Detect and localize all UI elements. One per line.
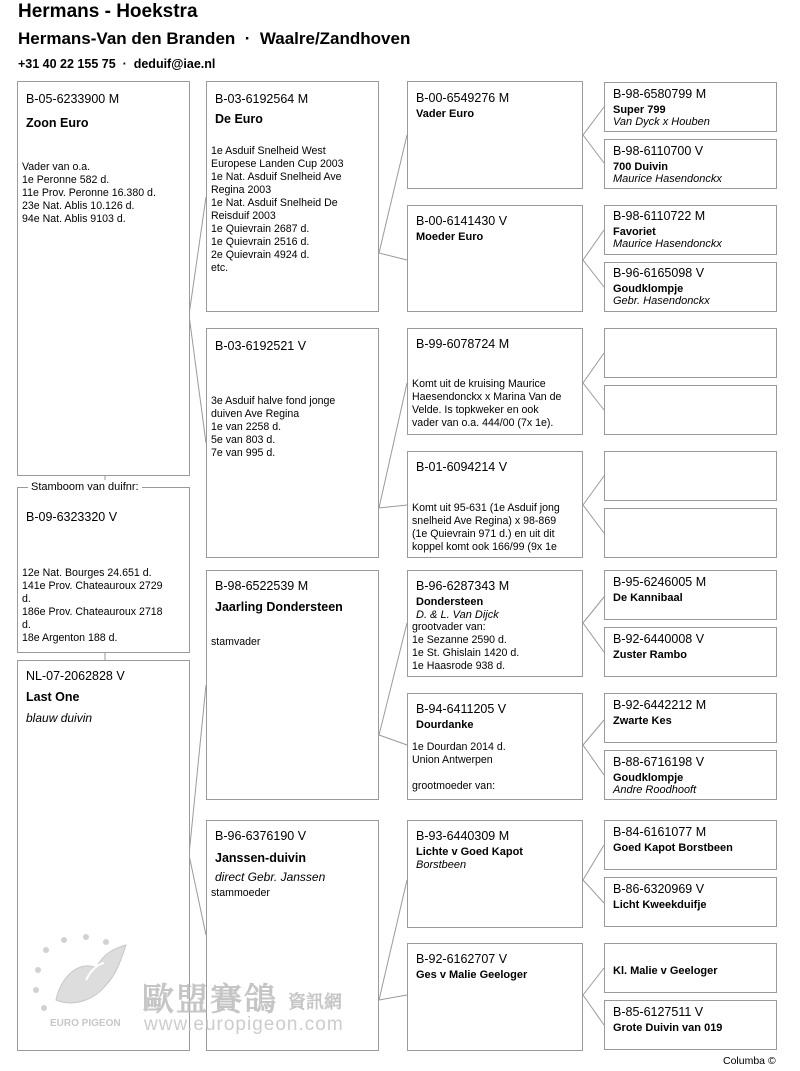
pigeon-origin: D. & L. Van Dijck: [416, 609, 499, 621]
pigeon-notes: Komt uit 95-631 (1e Asduif jong snelheid Ave Regina) x 98-869 (1e Quievrain 971 d.) en uit dit koppel komt ook 166/99 (9x 1e: [412, 502, 560, 553]
ring-number: B-85-6127511 V: [613, 1005, 704, 1019]
ring-number: B-03-6192564 M: [215, 92, 309, 106]
ring-number: B-96-6287343 M: [416, 579, 510, 593]
pigeon-origin: Gebr. Hasendonckx: [613, 295, 710, 307]
grandparent-card[interactable]: [407, 943, 583, 1051]
great-grandparent-card[interactable]: [604, 750, 777, 800]
ring-number: B-96-6376190 V: [215, 829, 307, 843]
grandparent-card[interactable]: [407, 205, 583, 312]
pigeon-notes: 12e Nat. Bourges 24.651 d. 141e Prov. Chateauroux 2729 d. 186e Prov. Chateauroux 2718 d. 18e Argenton 188 d.: [22, 567, 163, 644]
pigeon-name: 700 Duivin: [613, 161, 669, 173]
pigeon-name: Grote Duivin van 019: [613, 1022, 723, 1034]
grandparent-card[interactable]: [407, 693, 583, 800]
watermark-chinese-small: 資訊網: [288, 992, 342, 1012]
sire-card[interactable]: [17, 81, 190, 476]
pigeon-notes: 1e Asduif Snelheid West Europese Landen Cup 2003 1e Nat. Asduif Snelheid Ave Regina 2003 1e Nat. Asduif Snelheid De Reisduif 2003 1e Quievrain 2687 d. 1e Quievrain 2516 d. 2e Quievrain 4924 d. etc.: [211, 145, 344, 274]
grandparent-card[interactable]: [407, 328, 583, 435]
ring-number: B-99-6078724 M: [416, 337, 510, 351]
great-grandparent-card-empty[interactable]: [604, 508, 777, 558]
owner-location: Hermans-Van den Branden · Waalre/Zandhoven: [18, 29, 411, 48]
ring-number: B-98-6110722 M: [613, 209, 706, 223]
pigeon-name: Licht Kweekduifje: [613, 899, 707, 911]
ring-number: B-96-6165098 V: [613, 266, 705, 280]
watermark-brand: EURO PIGEON: [50, 1018, 121, 1029]
pigeon-notes: Vader van o.a. 1e Peronne 582 d. 11e Prov. Peronne 16.380 d. 23e Nat. Ablis 10.126 d. 94e Nat. Ablis 9103 d.: [22, 161, 156, 225]
great-grandparent-card-empty[interactable]: [604, 328, 777, 378]
pigeon-name: Dondersteen: [416, 596, 484, 608]
great-grandparent-card-empty[interactable]: [604, 385, 777, 435]
great-grandparent-card[interactable]: [604, 82, 777, 132]
ring-number: B-92-6442212 M: [613, 698, 707, 712]
ring-number: B-98-6522539 M: [215, 579, 309, 593]
ring-number: B-95-6246005 M: [613, 575, 707, 589]
ring-number: B-05-6233900 M: [26, 92, 120, 106]
great-grandparent-card[interactable]: [604, 205, 777, 255]
grandparent-card[interactable]: [407, 820, 583, 928]
ring-number: B-88-6716198 V: [613, 755, 705, 769]
great-grandparent-card[interactable]: [604, 820, 777, 870]
great-grandparent-card[interactable]: [604, 877, 777, 927]
ring-number: B-92-6162707 V: [416, 952, 508, 966]
pigeon-name: Kl. Malie v Geeloger: [613, 965, 718, 977]
dove-logo-icon: [26, 930, 146, 1025]
pigeon-name: Favoriet: [613, 226, 656, 238]
ring-number: B-98-6580799 M: [613, 87, 707, 101]
pigeon-name: Super 799: [613, 104, 666, 116]
pigeon-name: Zuster Rambo: [613, 649, 687, 661]
ring-number: B-00-6141430 V: [416, 214, 508, 228]
ring-number: B-84-6161077 M: [613, 825, 707, 839]
pigeon-origin: Van Dyck x Houben: [613, 116, 710, 128]
pigeon-origin: direct Gebr. Janssen: [215, 870, 326, 884]
contact-line: +31 40 22 155 75 · deduif@iae.nl: [18, 57, 216, 71]
pigeon-name: Goudklompje: [613, 283, 684, 295]
grandparent-card[interactable]: [407, 81, 583, 189]
great-grandparent-card[interactable]: [604, 139, 777, 189]
pigeon-notes: grootvader van: 1e Sezanne 2590 d. 1e St. Ghislain 1420 d. 1e Haasrode 938 d.: [412, 621, 520, 672]
pigeon-notes: 3e Asduif halve fond jonge duiven Ave Regina 1e van 2258 d. 5e van 803 d. 7e van 995 d.: [211, 395, 336, 459]
pigeon-name: Zwarte Kes: [613, 715, 672, 727]
pigeon-name: De Euro: [215, 112, 263, 126]
pigeon-name: Vader Euro: [416, 108, 475, 120]
pigeon-origin: Maurice Hasendonckx: [613, 173, 722, 185]
pigeon-color: blauw duivin: [26, 711, 93, 725]
ring-number: B-00-6549276 M: [416, 91, 510, 105]
main-pigeon-card[interactable]: [17, 481, 190, 653]
pigeon-notes: Komt uit de kruising Maurice Haesendonckx x Marina Van de Velde. Is topkweker en ook vader van o.a. 444/00 (7x 1e).: [412, 378, 562, 429]
ring-number: B-09-6323320 V: [26, 510, 118, 524]
pigeon-origin: Andre Roodhooft: [613, 784, 697, 796]
ring-number: B-93-6440309 M: [416, 829, 510, 843]
parent-card[interactable]: [206, 328, 379, 558]
pigeon-name: Last One: [26, 690, 80, 704]
ring-number: B-03-6192521 V: [215, 339, 307, 353]
pedigree-label: Stamboom van duifnr:: [28, 480, 142, 494]
europigeon-watermark: [26, 930, 366, 1040]
parent-card[interactable]: [206, 81, 379, 312]
pigeon-name: Lichte v Goed Kapot: [416, 846, 523, 858]
ring-number: B-92-6440008 V: [613, 632, 705, 646]
pigeon-notes: stammoeder: [211, 887, 270, 899]
pigeon-name: Goed Kapot Borstbeen: [613, 842, 733, 854]
pigeon-name: Zoon Euro: [26, 116, 89, 130]
pigeon-name: Goudklompje: [613, 772, 684, 784]
pigeon-notes: stamvader: [211, 636, 261, 648]
pigeon-name: De Kannibaal: [613, 592, 683, 604]
pigeon-origin: Borstbeen: [416, 859, 467, 871]
great-grandparent-card[interactable]: [604, 262, 777, 312]
pigeon-origin: Maurice Hasendonckx: [613, 238, 722, 250]
great-grandparent-card[interactable]: [604, 627, 777, 677]
great-grandparent-card[interactable]: [604, 1000, 777, 1050]
grandparent-card[interactable]: [407, 570, 583, 677]
great-grandparent-card[interactable]: [604, 943, 777, 993]
ring-number: B-94-6411205 V: [416, 702, 507, 716]
pigeon-name: Jaarling Dondersteen: [215, 600, 343, 614]
pigeon-notes: 1e Dourdan 2014 d. Union Antwerpen grootmoeder van:: [412, 741, 506, 792]
footer-credit: Columba ©: [723, 1055, 776, 1067]
watermark-url: www.europigeon.com: [144, 1014, 344, 1035]
great-grandparent-card[interactable]: [604, 693, 777, 743]
watermark-chinese: 歐盟賽鴿: [142, 981, 279, 1017]
ring-number: NL-07-2062828 V: [26, 669, 125, 683]
ring-number: B-86-6320969 V: [613, 882, 705, 896]
great-grandparent-card-empty[interactable]: [604, 451, 777, 501]
grandparent-card[interactable]: [407, 451, 583, 558]
pigeon-name: Ges v Malie Geeloger: [416, 969, 528, 981]
great-grandparent-card[interactable]: [604, 570, 777, 620]
pigeon-name: Janssen-duivin: [215, 851, 306, 865]
page-title: Hermans - Hoekstra: [18, 1, 198, 22]
ring-number: B-98-6110700 V: [613, 144, 704, 158]
pigeon-name: Dourdanke: [416, 719, 474, 731]
pigeon-name: Moeder Euro: [416, 231, 484, 243]
parent-card[interactable]: [206, 570, 379, 800]
ring-number: B-01-6094214 V: [416, 460, 508, 474]
